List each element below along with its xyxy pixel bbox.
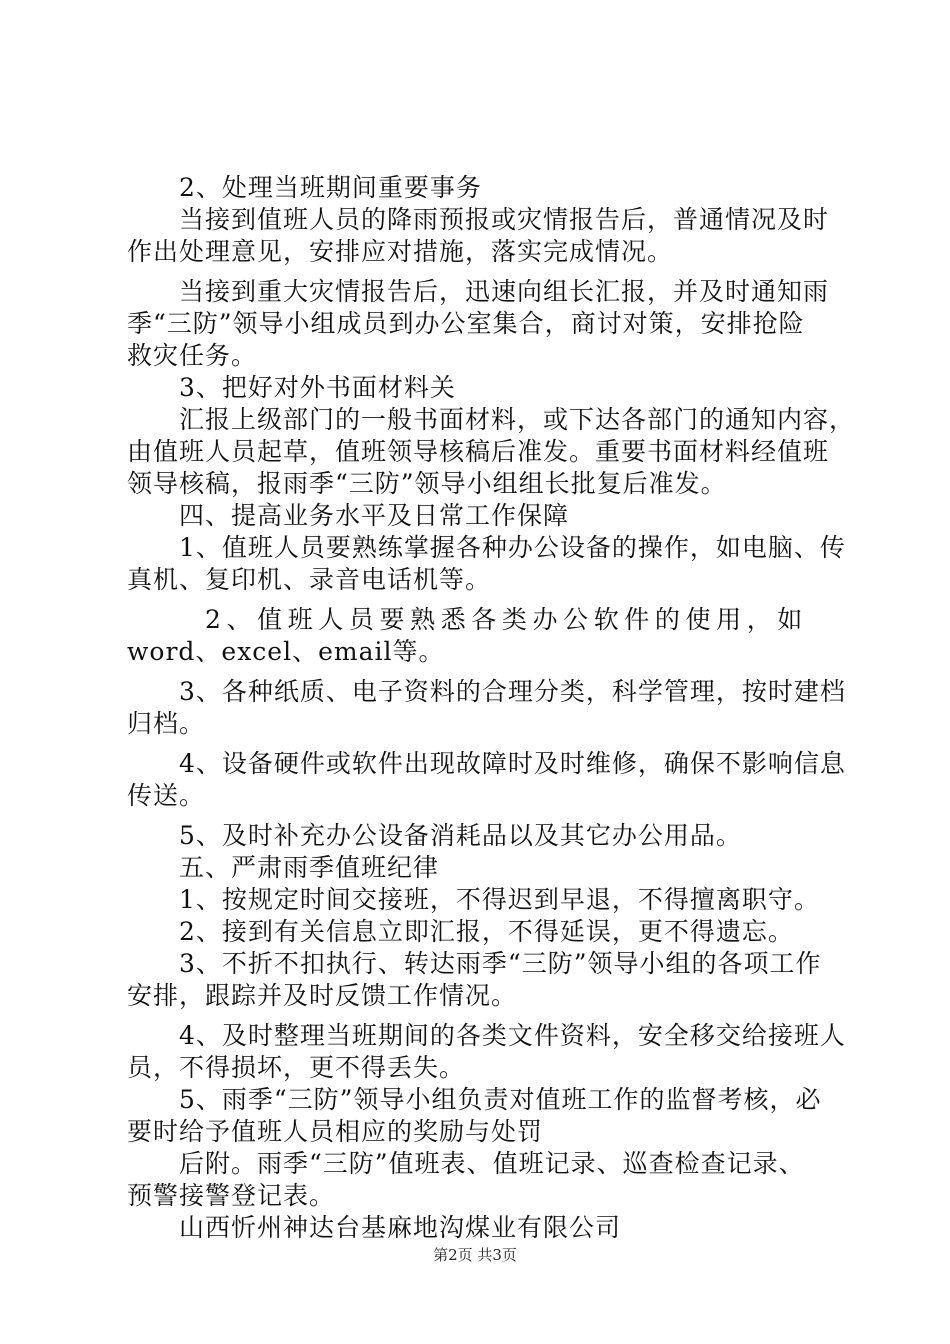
paragraph-line: 后附。雨季“三防”值班表、值班记录、巡查检查记录、 xyxy=(179,1149,805,1178)
section-heading: 2、处理当班期间重要事务 xyxy=(179,173,482,202)
section-heading: 四、提高业务水平及日常工作保障 xyxy=(179,501,570,530)
page-footer: 第2页 共3页 xyxy=(433,1246,517,1264)
paragraph-line: 真机、复印机、录音电话机等。 xyxy=(127,565,492,594)
paragraph-line: 传送。 xyxy=(127,781,206,810)
paragraph-line: 救灾任务。 xyxy=(127,341,258,370)
document-body xyxy=(127,172,856,1244)
paragraph-line: 作出处理意见，安排应对措施，落实完成情况。 xyxy=(127,237,674,266)
paragraph-line: 3、不折不扣执行、转达雨季“三防”领导小组的各项工作 xyxy=(179,949,822,978)
paragraph-line: 汇报上级部门的一般书面材料，或下达各部门的通知内容， xyxy=(179,405,856,434)
paragraph-line: 由值班人员起草，值班领导核稿后准发。重要书面材料经值班 xyxy=(127,437,830,466)
paragraph-line: 1、值班人员要熟练掌握各种办公设备的操作，如电脑、传 xyxy=(179,533,846,562)
paragraph-line: 当接到重大灾情报告后，迅速向组长汇报，并及时通知雨 xyxy=(179,277,830,306)
paragraph-line: 5、及时补充办公设备消耗品以及其它办公用品。 xyxy=(179,821,742,850)
paragraph-line: 归档。 xyxy=(127,709,206,738)
section-heading: 3、把好对外书面材料关 xyxy=(179,373,456,402)
paragraph-line: 领导核稿，报雨季“三防”领导小组组长批复后准发。 xyxy=(127,469,727,498)
section-heading: 五、严肃雨季值班纪律 xyxy=(179,853,440,882)
paragraph-line: 4、设备硬件或软件出现故障时及时维修，确保不影响信息 xyxy=(179,749,846,778)
paragraph-line: 4、及时整理当班期间的各类文件资料，安全移交给接班人 xyxy=(179,1021,846,1050)
paragraph-line: 2、接到有关信息立即汇报，不得延误，更不得遗忘。 xyxy=(179,917,794,946)
paragraph-line: 要时给予值班人员相应的奖励与处罚 xyxy=(127,1117,544,1146)
paragraph-line: 3、各种纸质、电子资料的合理分类，科学管理，按时建档 xyxy=(179,677,846,706)
paragraph-line: 5、雨季“三防”领导小组负责对值班工作的监督考核，必 xyxy=(179,1085,822,1114)
company-signature: 山西忻州神达台基麻地沟煤业有限公司 xyxy=(179,1213,622,1242)
paragraph-line: word、excel、email等。 xyxy=(127,637,445,666)
paragraph-line: 当接到值班人员的降雨预报或灾情报告后，普通情况及时 xyxy=(179,205,830,234)
paragraph-line: 预警接警登记表。 xyxy=(127,1181,336,1210)
paragraph-line: 1、按规定时间交接班，不得迟到早退，不得擅离职守。 xyxy=(179,885,820,914)
paragraph-line: 2、值班人员要熟悉各类办公软件的使用，如 xyxy=(205,605,808,634)
paragraph-line: 员，不得损坏，更不得丢失。 xyxy=(127,1053,466,1082)
paragraph-line: 安排，跟踪并及时反馈工作情况。 xyxy=(127,981,518,1010)
paragraph-line: 季“三防”领导小组成员到办公室集合，商讨对策，安排抢险 xyxy=(127,309,805,338)
